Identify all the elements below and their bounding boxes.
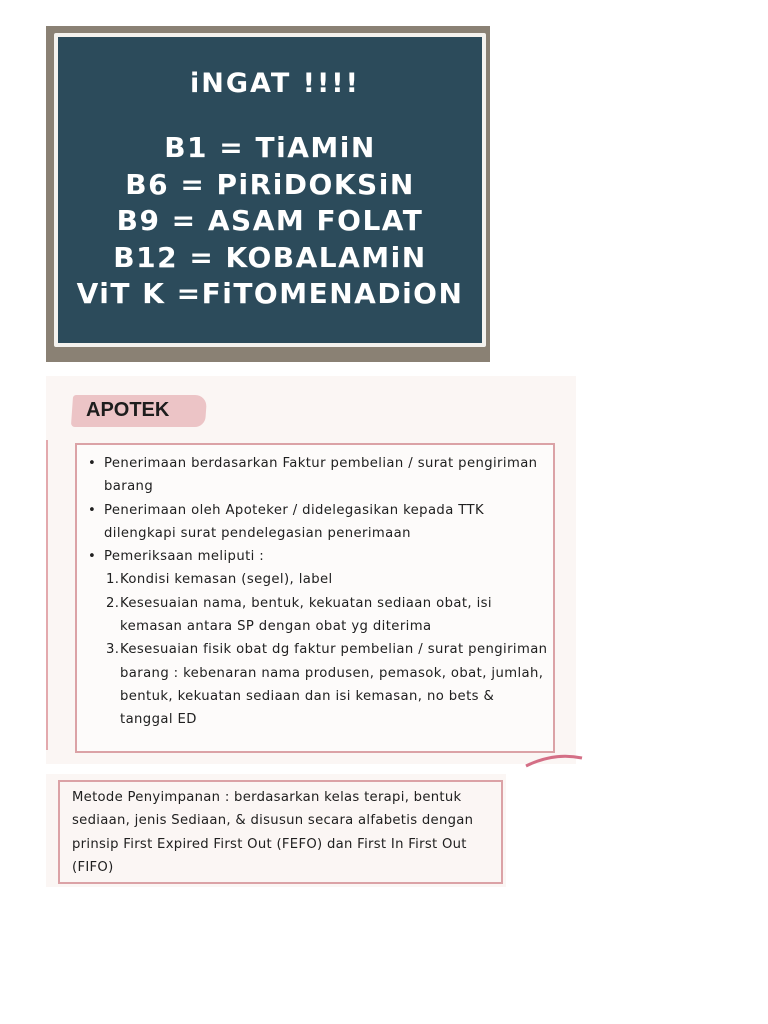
- bullet-icon: •: [88, 456, 97, 471]
- apotek-accent-line: [46, 440, 48, 750]
- bullet-icon: •: [88, 502, 97, 518]
- metode-text: Metode Penyimpanan : berdasarkan kelas terapi, bentuk sediaan, jenis Sediaan, & disusun secara alfabetis dengan prinsip First Expired First Out (FEFO) dan First In First Out (FIFO): [72, 790, 474, 875]
- numbered-item: [88, 592, 548, 639]
- bullet-icon: •: [88, 549, 97, 565]
- list-item-text: Penerimaan berdasarkan Faktur pembelian / surat pengiriman barang: [104, 456, 538, 495]
- list-item-text: Penerimaan oleh Apoteker / didelegasikan kepada TTK dilengkapi surat pendelegasian penerimaan: [104, 502, 485, 541]
- numbered-item-text: Kesesuaian fisik obat dg faktur pembelian / surat pengiriman barang : kebenaran nama produsen, pemasok, obat, jumlah, bentuk, kekuatan sediaan dan isi kemasan, no bets & tanggal ED: [120, 642, 548, 728]
- decorative-curve: [524, 752, 584, 768]
- item-number: 3.: [106, 642, 120, 658]
- board-line-b6: B6 = PiRiDOKSiN: [125, 167, 415, 201]
- board-title: iNGAT !!!!: [190, 68, 360, 99]
- apotek-list: [88, 452, 548, 732]
- board-line-vitk: ViT K =FiTOMENADiON: [76, 277, 464, 310]
- numbered-item: [88, 638, 548, 731]
- numbered-item: [88, 568, 548, 591]
- numbered-item-text: Kesesuaian nama, bentuk, kekuatan sediaan obat, isi kemasan antara SP dengan obat yg diterima: [120, 595, 492, 635]
- list-item: [88, 545, 548, 568]
- list-item: [88, 499, 548, 546]
- board-line-b12: B12 = KOBALAMiN: [113, 240, 427, 274]
- apotek-heading: APOTEK: [86, 399, 170, 421]
- item-number: 1.: [106, 572, 120, 588]
- list-item-text: Pemeriksaan meliputi :: [104, 549, 265, 565]
- numbered-item-text: Kondisi kemasan (segel), label: [120, 572, 333, 588]
- board-line-b9: B9 = ASAM FOLAT: [116, 204, 424, 237]
- list-item: [88, 452, 548, 499]
- item-number: 2.: [106, 595, 120, 611]
- board-lines: [0, 130, 540, 313]
- board-line-b1: B1 = TiAMiN: [164, 131, 376, 164]
